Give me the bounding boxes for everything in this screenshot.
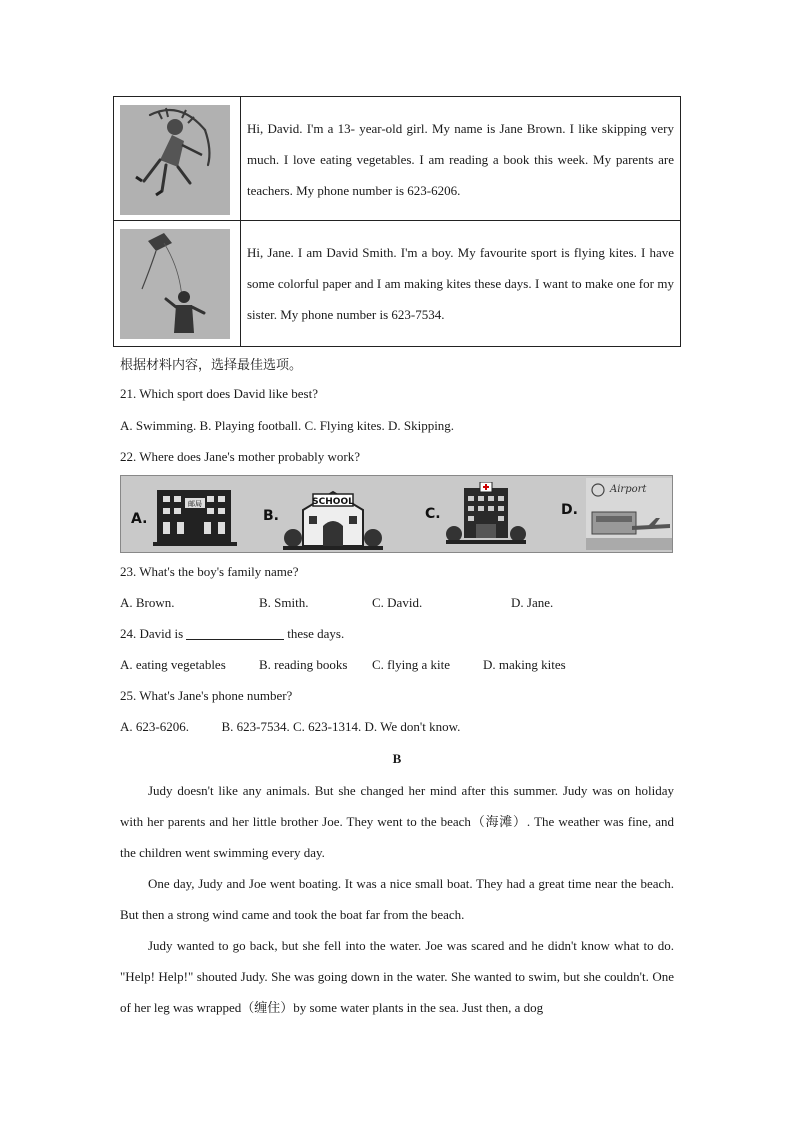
question-23-option-d: D. Jane. (511, 595, 554, 610)
question-22-picture-options (120, 475, 673, 553)
question-24-stem-start: 24. David is (120, 626, 184, 641)
hospital-icon (446, 482, 526, 548)
question-23-option-a: A. Brown. (120, 595, 175, 610)
school-icon (283, 480, 383, 552)
option-b-label: B. (263, 508, 279, 524)
letter-david-text: Hi, Jane. I am David Smith. I'm a boy. My favourite sport is flying kites. I have some colorful paper and I am making kites these days. I want to make one for my sister. My phone number is 623-7534. (247, 245, 674, 322)
boy-flying-kite-photo (120, 229, 230, 339)
table-row-david (114, 221, 680, 346)
question-22: 22. Where does Jane's mother probably work? (120, 449, 361, 464)
airport-sign: Airport (610, 484, 647, 495)
question-24 (120, 626, 344, 642)
question-25-options: A. 623-6206. B. 623-7534. C. 623-1314. D. We don't know. (120, 719, 461, 734)
option-d-label: D. (561, 502, 578, 518)
passage-paragraph-3: Judy wanted to go back, but she fell into the water. Joe was scared and he didn't know what to do. "Help! Help!" shouted Judy. She was going down in the water. She wanted to swim, but she couldn't. One of her leg was wrapped（缠住）by some water plants in the sea. Just then, a dog (120, 938, 674, 1015)
option-a-label: A. (131, 511, 148, 527)
question-21-options: A. Swimming. B. Playing football. C. Flying kites. D. Skipping. (120, 418, 455, 433)
instruction: 根据材料内容，选择最佳选项。 (120, 358, 303, 373)
section-b-heading: B (392, 751, 402, 766)
passage-paragraph-1: Judy doesn't like any animals. But she changed her mind after this summer. Judy was on holiday with her parents and her little brother Joe. They went to the beach（海滩）. The weather was fine, and the children went swimming every day. (120, 783, 674, 860)
girl-skipping-photo (120, 105, 230, 215)
table-row-jane (114, 97, 680, 221)
answer-blank[interactable] (186, 627, 284, 640)
question-25: 25. What's Jane's phone number? (120, 688, 293, 703)
airport-icon (586, 478, 672, 550)
question-24-option-a: A. eating vegetables (120, 657, 226, 672)
option-c-label: C. (425, 506, 441, 522)
post-office-icon (153, 482, 237, 548)
question-23-option-c: C. David. (372, 595, 423, 610)
question-24-option-d: D. making kites (483, 657, 566, 672)
letters-table (113, 96, 681, 347)
post-office-sign: 邮局 (188, 500, 202, 508)
question-21: 21. Which sport does David like best? (120, 386, 318, 401)
passage-paragraph-2: One day, Judy and Joe went boating. It was a nice small boat. They had a great time near the beach. But then a strong wind came and took the boat far from the beach. (120, 876, 674, 922)
letter-jane-text: Hi, David. I'm a 13- year-old girl. My name is Jane Brown. I like skipping very much. I love eating vegetables. I am reading a book this week. My parents are teachers. My phone number is 623-6206. (247, 121, 674, 198)
image-cell (114, 221, 241, 346)
question-24-stem-end: these days. (287, 626, 345, 641)
question-23-option-b: B. Smith. (259, 595, 309, 610)
question-23: 23. What's the boy's family name? (120, 564, 299, 579)
question-24-option-c: C. flying a kite (372, 657, 450, 672)
image-cell (114, 97, 241, 220)
school-sign: SCHOOL (312, 497, 354, 507)
question-24-option-b: B. reading books (259, 657, 348, 672)
